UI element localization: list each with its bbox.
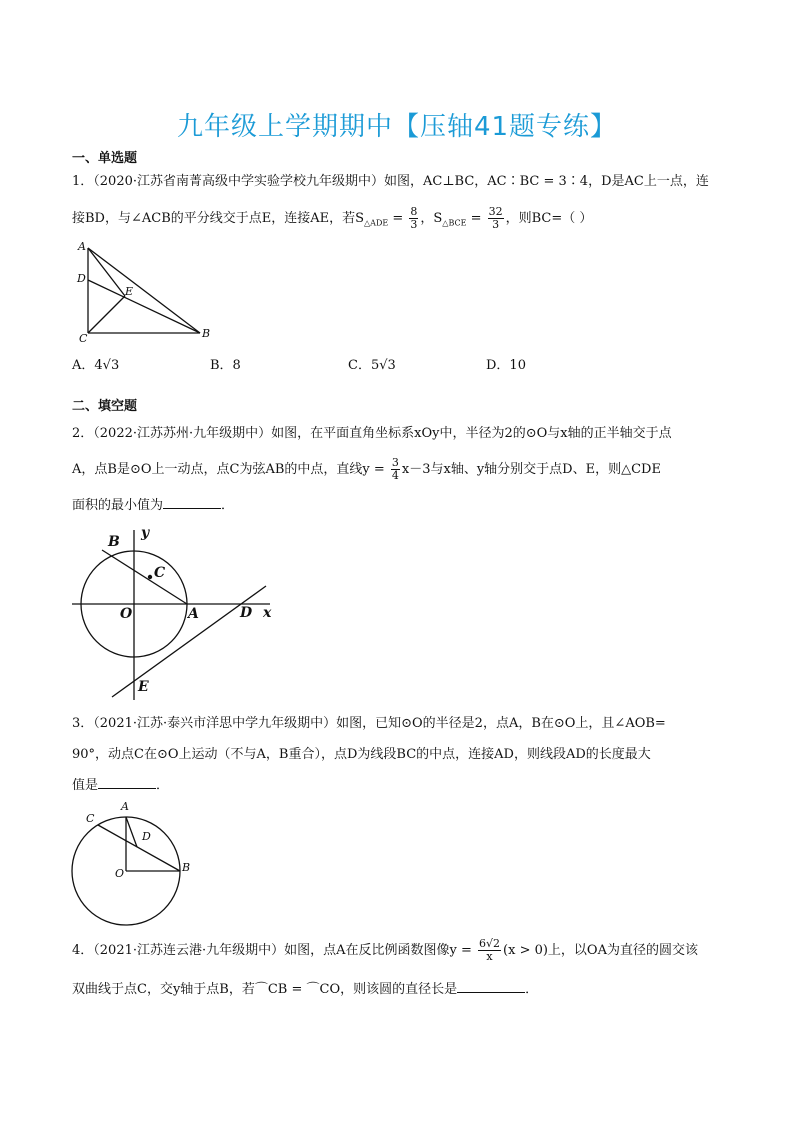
q3-text-part: 值是: [72, 778, 99, 793]
fig-label: D: [77, 272, 86, 285]
equals-sign: =: [466, 211, 486, 226]
period: ．: [525, 982, 539, 997]
q1-text-line-1: 1．（2020·江苏省南菁高级中学实验学校九年级期中）如图，AC⊥BC，AC∶BC = 3∶4，D是AC上一点，连: [72, 174, 709, 189]
numerator: 32: [488, 205, 503, 218]
fig-label: B: [182, 861, 191, 874]
fraction-6root2-x: [478, 938, 501, 963]
fig-label: E: [125, 285, 134, 298]
answer-blank: [457, 980, 525, 993]
fig-label: D: [240, 605, 253, 621]
fig-label: B: [202, 327, 211, 340]
q2-coordinate-figure: [70, 525, 285, 705]
q1-option-c: C．5√3: [348, 358, 396, 373]
arc-equation: ⌒CB = ⌒CO: [254, 982, 341, 997]
q2-text-part: 面积的最小值为: [72, 498, 164, 513]
q4-text-line-2: [72, 980, 538, 1000]
q3-text-line-3: [72, 776, 169, 796]
q3-circle-figure: [70, 798, 200, 928]
section-heading-single-choice: 一、单选题: [72, 151, 138, 166]
q1-subscript-ade: △ADE: [364, 218, 389, 228]
q4-text-part: 4．（2021·江苏连云港·九年级期中）如图，点A在反比例函数图像y =: [72, 943, 477, 958]
fig-label: B: [108, 534, 120, 550]
answer-blank: [98, 776, 156, 789]
fig-label: A: [121, 800, 129, 813]
equals-sign: =: [388, 211, 408, 226]
fraction-3-4: [391, 457, 400, 482]
q3-text-line-2: 90°，动点C在⊙O上运动（不与A，B重合），点D为线段BC的中点，连接AD，则线段AD的长度最大: [72, 747, 651, 762]
q1-option-d: D．10: [486, 358, 526, 373]
q2-text-line-2: [72, 457, 661, 482]
q1-option-a: A．4√3: [72, 358, 120, 373]
q1-text-part: ，则BC=（ ）: [505, 211, 593, 226]
fig-label: A: [188, 606, 199, 622]
q4-text-part: 双曲线于点C，交y轴于点B，若: [72, 982, 255, 997]
fig-label: C: [79, 332, 88, 345]
numerator: 8: [410, 205, 418, 218]
fig-label: A: [78, 240, 86, 253]
q1-subscript-bce: △BCE: [442, 218, 467, 228]
fig-label: D: [142, 830, 151, 843]
fig-label: y: [141, 525, 150, 541]
q1-text-part: ，S: [420, 211, 443, 226]
fig-label: C: [86, 812, 95, 825]
q1-text-line-2: [72, 206, 592, 234]
denominator: 3: [410, 218, 418, 231]
q2-text-part: x－3与x轴、y轴分别交于点D、E，则△CDE: [401, 462, 661, 477]
q4-text-line-1: [72, 938, 698, 963]
fig-label: O: [120, 606, 133, 622]
q1-triangle-figure: [70, 240, 230, 345]
denominator: 3: [492, 218, 500, 231]
period: ．: [156, 778, 170, 793]
q1-option-b: B．8: [210, 358, 241, 373]
section-heading-fill-blank: 二、填空题: [72, 399, 138, 414]
period: ．: [221, 498, 235, 513]
denominator: 4: [391, 469, 399, 482]
q1-text-part: 接BD，与∠ACB的平分线交于点E，连接AE，若S: [72, 211, 365, 226]
answer-blank: [163, 496, 221, 509]
fig-label: O: [115, 867, 125, 880]
q2-text-part: A，点B是⊙O上一动点，点C为弦AB的中点，直线y =: [72, 462, 389, 477]
denominator: x: [486, 950, 493, 963]
page-title: 九年级上学期期中【压轴41题专练】: [176, 112, 618, 142]
q4-text-part: (x > 0)上，以OA为直径的圆交该: [503, 943, 698, 958]
fig-label: x: [263, 605, 272, 621]
q2-text-line-1: 2．（2022·江苏苏州·九年级期中）如图，在平面直角坐标系xOy中，半径为2的⊙O与x轴的正半轴交于点: [72, 426, 672, 441]
point-c-dot: [148, 575, 152, 579]
q3-text-line-1: 3．（2021·江苏·泰兴市洋思中学九年级期中）如图，已知⊙O的半径是2，点A，B在⊙O上，且∠AOB=: [72, 716, 666, 731]
fig-label: C: [154, 565, 166, 581]
q2-text-line-3: [72, 496, 234, 516]
fig-label: E: [138, 679, 149, 695]
fraction-8-3: [409, 206, 418, 231]
numerator: 6√2: [479, 937, 501, 950]
q4-text-part: ，则该圆的直径长是: [340, 982, 458, 997]
numerator: 3: [391, 456, 399, 469]
fraction-32-3: [488, 206, 504, 231]
